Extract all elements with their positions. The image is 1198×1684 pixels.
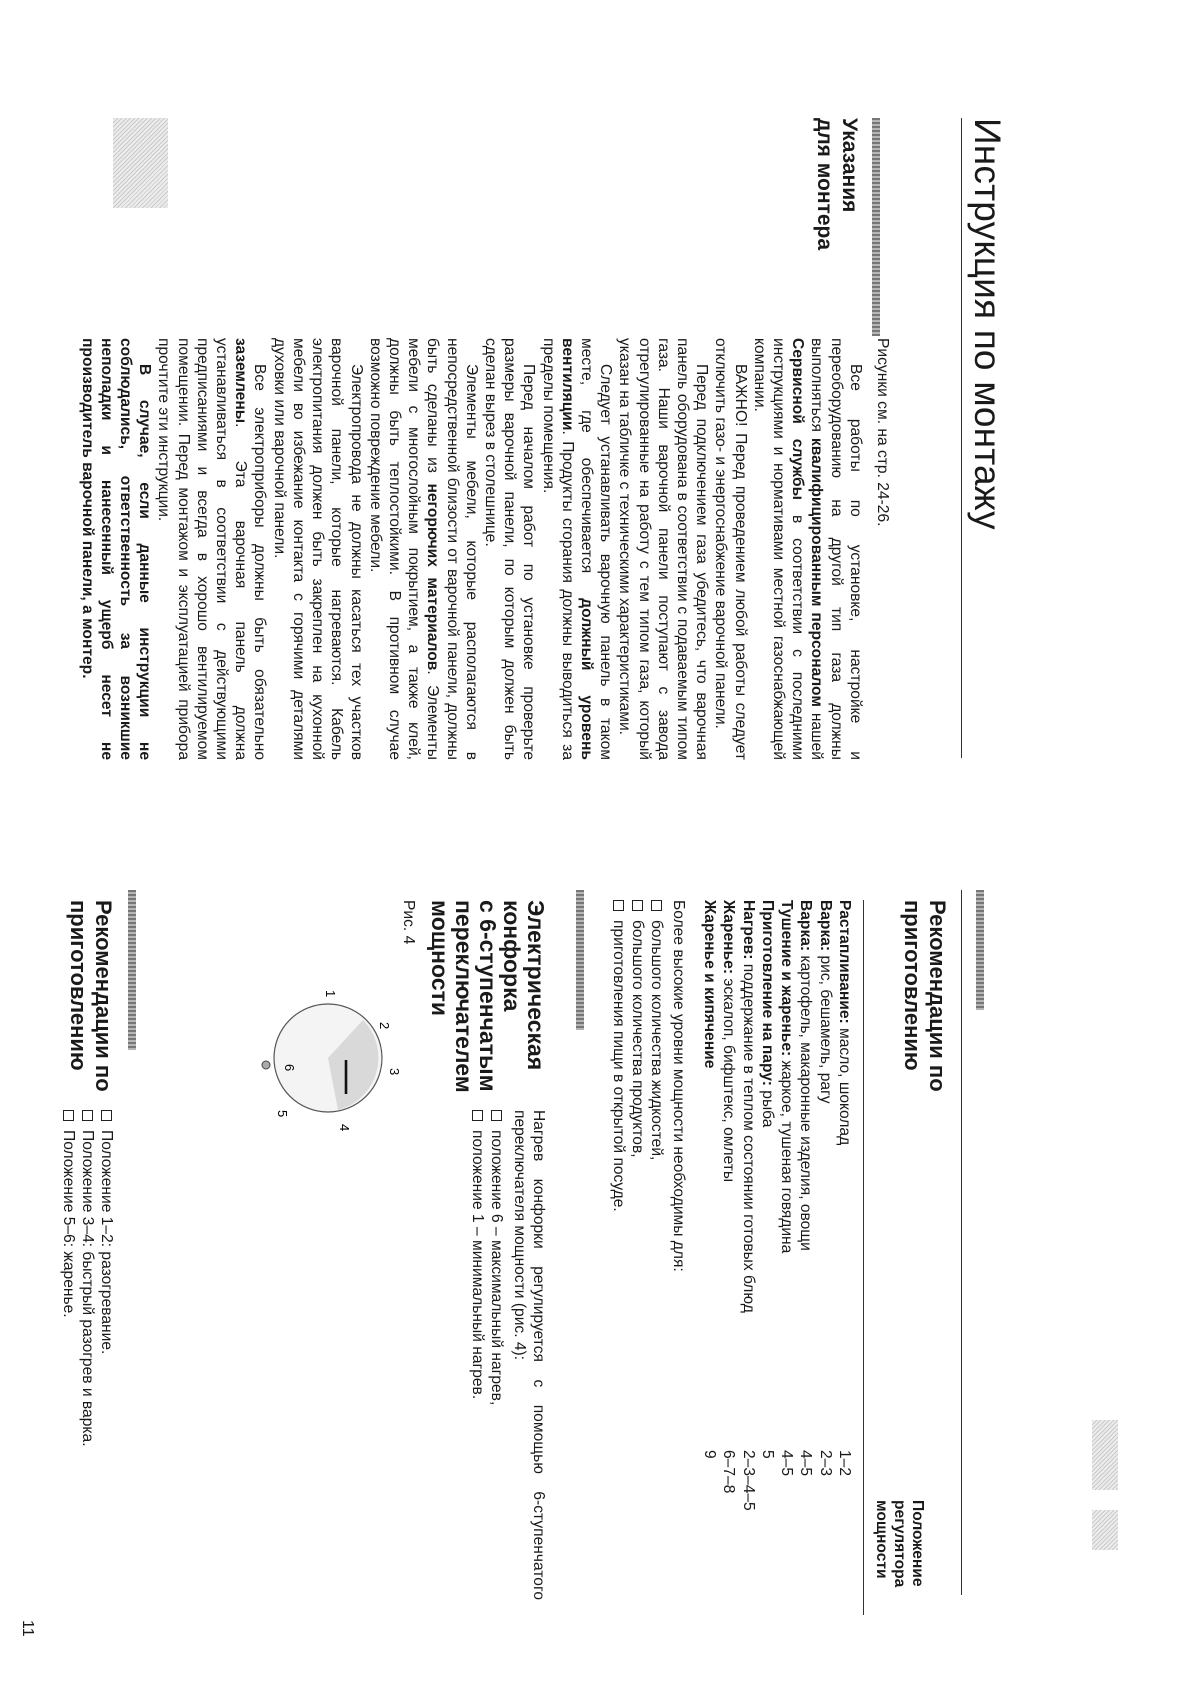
electric-intro: Нагрев конфорки регулируется с помощью 6-ступенчатого переключателя мощности (рис. 4): xyxy=(510,1110,547,1600)
cooking2-list xyxy=(58,1110,116,1600)
paragraph: Электропровода не должны касаться тех участков варочной панели, которые нагреваются. Кабель электропитания должен быть закреплен на кухонной мебели во избежание контакта с горячими деталями духовки или варочной панели. xyxy=(270,338,365,760)
section-bar xyxy=(872,118,880,336)
page-number: 11 xyxy=(19,1620,36,1637)
figure-label: Рис. 4 xyxy=(400,900,417,945)
list-item: положение 6 – максимальный нагрев, xyxy=(487,1110,506,1600)
table-row: Растапливание: масло, шоколад 1–2 xyxy=(836,900,853,1477)
checkbox-icon xyxy=(63,1110,74,1121)
electric-levels-list xyxy=(468,1110,506,1600)
list-item: большого количества продуктов, xyxy=(628,900,647,1600)
table-row: Нагрев: поддержание в теплом состоянии готовых блюд 2–3–4–5 xyxy=(739,900,757,1511)
paragraph: Элементы мебели, которые располагаются в непосредственной близости от варочной панели, должны быть сделаны из негорючих материалов. Элементы мебели с многослойным покрытием, а также клей, должны быть теплостойкими. В противном случае возможно повреждение мебели. xyxy=(366,338,480,761)
list-item: большого количества жидкостей, xyxy=(647,900,666,1600)
cooking-table xyxy=(700,900,854,1600)
table-row: Жаренье и кипячение 9 xyxy=(700,900,718,1459)
checkbox-icon xyxy=(82,1110,93,1121)
cooking2-heading: Рекомендации по приготовлению xyxy=(66,900,116,1092)
high-levels-list xyxy=(608,900,666,1600)
installer-text xyxy=(77,338,892,760)
knob-number: 6 xyxy=(282,1064,297,1072)
warning-paragraph: В случае, если данные инструкции не соблюдались, ответственность за возникшие неполадки и нанесенный ущерб несет не производитель варочной панели, а монтер. xyxy=(78,338,154,760)
checkbox-icon xyxy=(472,1110,483,1121)
paragraph: Перед началом работ по установке проверьте размеры варочной панели, по которым должен быть сделан вырез в столешнице. xyxy=(481,338,538,760)
checkbox-icon xyxy=(101,1110,112,1121)
power-knob-illustration xyxy=(258,960,408,1160)
paragraph: Следует устанавливать варочную панель в таком месте, где обеспечивается должный уровень вентиляции. Продукты сгорания должны выводиться за пределы помещения. xyxy=(539,338,615,760)
list-item: Положение 3–4: быстрый разогрев и варка. xyxy=(78,1110,97,1600)
checkbox-icon xyxy=(651,900,662,911)
paragraph: Все электроприборы должны быть обязательно заземлены. Эта варочная панель должна устанавливаться в соответствии с действующими предписаниями и всегда в хорошо вентилируемом помещении. Перед монтажом и эксплуатацией прибора прочтите эти инструкции. xyxy=(155,338,269,760)
title-rule xyxy=(961,118,962,758)
list-item: Положение 5–6: жаренье. xyxy=(58,1110,77,1600)
scan-artifact xyxy=(1092,1420,1118,1490)
table-row: Приготовление на пару: рыба 5 xyxy=(758,900,776,1459)
knob-number: 4 xyxy=(337,1124,352,1132)
section-bar xyxy=(576,890,584,1030)
table-row: Тушение и жаренье: жаркое, тушеная говядина 4–5 xyxy=(778,900,796,1477)
table-row: Варка: картофель, макаронные изделия, овощи 4–5 xyxy=(797,900,815,1477)
scan-artifact xyxy=(113,118,168,208)
installer-heading: Указания для монтера xyxy=(813,118,861,250)
list-item: положение 1 – минимальный нагрев. xyxy=(468,1110,487,1600)
checkbox-icon xyxy=(613,900,624,911)
paragraph: Перед подключением газа убедитесь, что варочная панель оборудована в соответствии с подаваемым типом газа. Наши варочной панели поступают с завода отрегулированные на работу с тем типом газа, который указан на табличке с техническими характеристиками. xyxy=(616,338,711,760)
checkbox-icon xyxy=(632,900,643,911)
figures-ref: Рисунки см. на стр. 24-26. xyxy=(874,338,891,527)
reference-dot xyxy=(262,1061,270,1069)
knob-number: 5 xyxy=(275,1110,290,1118)
paragraph: ВАЖНО! Перед проведением любой работы следует отключить газо- и энергоснабжение варочной панели. xyxy=(712,338,749,760)
right-column-rule xyxy=(961,890,962,1595)
page-title: Инструкция по монтажу xyxy=(967,118,1008,530)
section-bar xyxy=(128,890,136,1050)
power-column-header: Положение регулятора мощности xyxy=(873,1500,926,1588)
checkbox-icon xyxy=(491,1110,502,1121)
table-row: Варка: рис, бешамель, рагу 2–3 xyxy=(816,900,834,1477)
table-row: Жаренье: эскалоп, бифштекс, омлеты 6–7–8 xyxy=(720,900,738,1494)
high-levels-intro: Более высокие уровни мощности необходимы для: xyxy=(670,900,687,1272)
cooking-heading: Рекомендации по приготовлению xyxy=(900,900,950,1092)
knob-number: 3 xyxy=(387,1068,402,1076)
table-rule xyxy=(863,900,864,1615)
electric-heading: Электрическая конфорка с 6-ступенчатым переключателем мощности xyxy=(427,900,549,1093)
section-bar xyxy=(976,890,984,1010)
knob-number: 1 xyxy=(323,990,338,998)
knob-number: 2 xyxy=(377,1022,392,1030)
scan-artifact xyxy=(1092,1510,1118,1550)
list-item: приготовления пищи в открытой посуде. xyxy=(608,900,627,1600)
paragraph: Все работы по установке, настройке и переоборудованию на другой тип газа должны выполняться квалифицированным персоналом нашей Сервисной службы в соответствии с последними инструкциями и нормативами местной газоснабжающей компании. xyxy=(750,338,864,760)
list-item: Положение 1–2: разогревание. xyxy=(97,1110,116,1600)
